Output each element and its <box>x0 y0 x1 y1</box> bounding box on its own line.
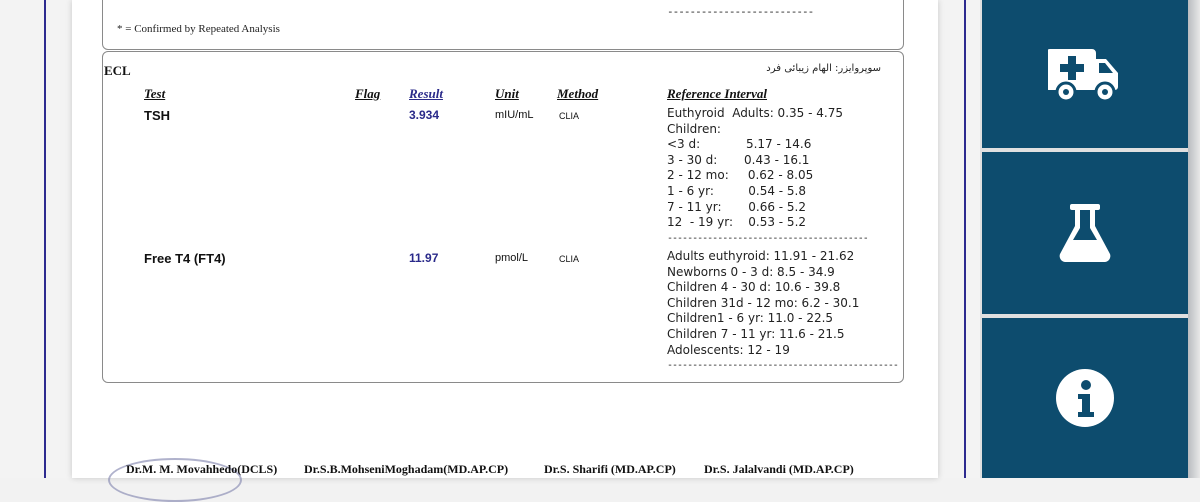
col-header-method: Method <box>557 86 599 101</box>
col-header-flag: Flag <box>355 86 381 101</box>
section-title: ECL <box>104 63 131 78</box>
scroll-edge <box>1188 0 1200 478</box>
reference-line: Euthyroid Adults: 0.35 - 4.75 <box>667 106 843 120</box>
ambulance-button[interactable] <box>982 0 1188 148</box>
col-header-test: Test <box>144 86 166 101</box>
reference-divider: ---------------------------------------------- <box>667 360 898 372</box>
reference-line: 2 - 12 mo: 0.62 - 8.05 <box>667 168 814 183</box>
reference-line: <3 d: 5.17 - 14.6 <box>667 137 812 152</box>
lab-button[interactable] <box>982 152 1188 314</box>
test-result: 11.97 <box>409 251 439 265</box>
test-name: Free T4 (FT4) <box>144 251 226 266</box>
reference-divider: ---------------------------------------- <box>667 232 868 244</box>
divider-line: -------------------------- <box>667 5 814 18</box>
signature-name: Dr.S. Jalalvandi (MD.AP.CP) <box>704 462 854 476</box>
action-sidebar <box>980 0 1200 478</box>
reference-line: 3 - 30 d: 0.43 - 16.1 <box>667 152 810 167</box>
signature-name: Dr.S.B.MohseniMoghadam(MD.AP.CP) <box>304 462 509 476</box>
col-header-result: Result <box>409 86 443 101</box>
col-header-reference: Reference Interval <box>667 86 768 101</box>
supervisor-note: سوپروایزر: الهام زیبائی فرد <box>766 63 881 74</box>
test-method: CLIA <box>559 254 580 264</box>
signature-name: Dr.M. M. Movahhedo(DCLS) <box>126 462 278 476</box>
page-border-left <box>44 0 46 478</box>
reference-line: Adolescents: 12 - 19 <box>667 342 790 357</box>
reference-line: Children 31d - 12 mo: 6.2 - 30.1 <box>667 295 860 310</box>
ecl-section-box <box>102 51 904 383</box>
test-unit: mIU/mL <box>495 109 534 121</box>
signature-name: Dr.S. Sharifi (MD.AP.CP) <box>544 462 676 476</box>
reference-interval <box>667 106 868 246</box>
reference-interval <box>667 249 898 374</box>
info-button[interactable] <box>982 318 1188 478</box>
reference-line: Children1 - 6 yr: 11.0 - 22.5 <box>667 311 834 326</box>
reference-line: 12 - 19 yr: 0.53 - 5.2 <box>667 215 807 230</box>
reference-line: Adults euthyroid: 11.91 - 21.62 <box>667 249 855 263</box>
reference-line: Children 4 - 30 d: 10.6 - 39.8 <box>667 280 841 295</box>
report-page <box>72 0 938 478</box>
col-header-unit: Unit <box>495 86 519 101</box>
reference-line: 1 - 6 yr: 0.54 - 5.8 <box>667 183 807 198</box>
reference-line: 7 - 11 yr: 0.66 - 5.2 <box>667 199 807 214</box>
previous-section-box <box>102 0 904 50</box>
page-border-right <box>964 0 966 478</box>
reference-line: Newborns 0 - 3 d: 8.5 - 34.9 <box>667 264 835 279</box>
reference-line: Children: <box>667 121 721 136</box>
reference-line: Children 7 - 11 yr: 11.6 - 21.5 <box>667 326 845 341</box>
test-name: TSH <box>144 108 170 123</box>
test-method: CLIA <box>559 111 580 121</box>
test-unit: pmol/L <box>495 252 529 264</box>
footnote: * = Confirmed by Repeated Analysis <box>117 23 280 35</box>
test-result: 3.934 <box>409 108 440 122</box>
ambulance-icon <box>1048 45 1122 103</box>
info-icon <box>1055 368 1115 428</box>
flask-icon <box>1058 202 1112 264</box>
